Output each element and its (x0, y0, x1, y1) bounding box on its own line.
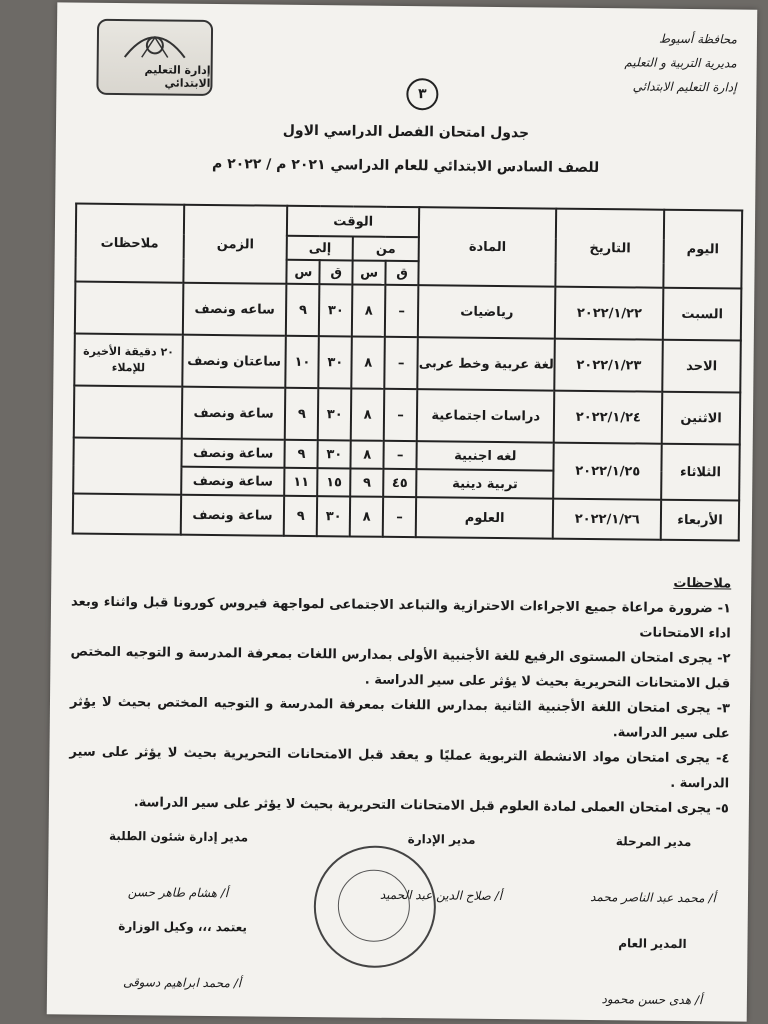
cell-duration: ساعة ونصف (181, 439, 285, 468)
cell-note (73, 494, 181, 535)
note-item: ٢- يجرى امتحان المستوى الرفيع للغة الأجنبية الأولى بمدارس اللغات بمعرفة المدرسة و التوجيه المختص قبل الامتحانات التحريرية بحيث لا يؤثر على سير الدراسة . (70, 644, 731, 692)
cell-to-minute: ٣٠ (317, 496, 350, 536)
cell-from-hour: ٨ (351, 336, 384, 388)
cell-date: ٢٠٢٢/١/٢٢ (555, 287, 663, 340)
cell-to-minute: ٣٠ (319, 284, 352, 336)
notes-section (69, 565, 732, 822)
cell-note: ٢٠ دقيقة الأخيرة للإملاء (74, 334, 182, 387)
signature-name: أ/ محمد ابراهيم دسوقى (122, 975, 242, 991)
cell-duration: ساعة ونصف (181, 495, 285, 536)
cell-duration: ساعه ونصف (183, 283, 287, 336)
cell-from-minute: – (383, 497, 416, 537)
cell-duration: ساعة ونصف (182, 387, 286, 440)
signature-title: مدير الإدارة (407, 832, 476, 847)
cell-subject: العلوم (416, 497, 554, 538)
header-duration: الزمن (183, 205, 287, 284)
cell-from-hour: ٨ (351, 440, 384, 468)
signature-title: يعتمد ،،، وكيل الوزارة (118, 919, 247, 935)
table-row (73, 438, 739, 473)
cell-subject: لغه اجنبية (416, 441, 554, 470)
signature-admin-director (366, 832, 517, 904)
page-subtitle: للصف السادس الابتدائي للعام الدراسي ٢٠٢١ م / ٢٠٢٢ م (211, 155, 600, 177)
table-row (73, 494, 739, 541)
cell-from-hour: ٨ (352, 284, 385, 336)
header-to-minute: ق (320, 260, 353, 284)
cell-from-minute: ٤٥ (383, 469, 416, 497)
cell-from-minute: – (384, 441, 417, 469)
cell-date: ٢٠٢٢/١/٢٦ (553, 499, 661, 540)
cell-from-hour: ٨ (350, 496, 383, 536)
header-line-administration: إدارة التعليم الابتدائي (632, 79, 737, 95)
cell-day: الأربعاء (661, 500, 739, 541)
notes-title: ملاحظات (673, 575, 732, 592)
table-row (74, 334, 741, 393)
signature-student-affairs (88, 829, 269, 901)
cell-duration: ساعتان ونصف (182, 335, 286, 388)
table-row (74, 386, 741, 445)
cell-subject: دراسات اجتماعية (417, 389, 555, 442)
cell-to-minute: ٣٠ (319, 336, 352, 388)
cell-to-hour: ٩ (284, 496, 317, 536)
signature-general-director (577, 936, 728, 1008)
table-row (75, 282, 742, 341)
header-notes: ملاحظات (75, 204, 184, 283)
cell-subject: لغة عربية وخط عربى (417, 337, 555, 390)
cell-to-hour: ١٠ (286, 336, 319, 388)
note-item: ٣- يجرى امتحان اللغة الأجنبية الثانية بمدارس اللغات بمعرفة المدرسة و التوجيه المختص بحيث لا يؤثر على سير الدراسة. (69, 694, 731, 742)
signature-name: أ/ صلاح الدين عبد الحميد (379, 887, 503, 904)
cell-day: الثلاثاء (661, 444, 739, 501)
cell-from-minute: – (385, 285, 418, 337)
signature-title: المدير العام (618, 936, 687, 952)
cell-day: الاحد (662, 340, 740, 393)
page-number: ٣ (406, 78, 438, 110)
cell-from-hour: ٩ (350, 468, 383, 496)
cell-from-hour: ٨ (351, 388, 384, 440)
cell-note (74, 386, 182, 439)
emblem-icon (120, 23, 190, 62)
cell-to-minute: ٣٠ (318, 388, 351, 440)
cell-to-hour: ٩ (285, 440, 318, 468)
header-authority (556, 26, 737, 100)
cell-from-minute: – (384, 389, 417, 441)
signature-name: أ/ هدى حسن محمود (601, 992, 703, 1008)
header-line-governorate: محافظة أسيوط (658, 31, 738, 47)
header-to-hour: س (287, 260, 320, 284)
cell-note (75, 282, 183, 335)
exam-schedule-table (72, 203, 743, 542)
note-item: ٤- يجرى امتحان مواد الانشطة التربوية عمليًا و يعقد قبل الامتحانات التحريرية بحيث لا يؤثر على سير الدراسة . (69, 744, 730, 792)
signature-title: مدير إدارة شئون الطلبة (108, 828, 249, 845)
cell-to-minute: ١٥ (317, 468, 350, 496)
cell-to-hour: ١١ (285, 468, 318, 496)
cell-duration: ساعة ونصف (181, 467, 285, 496)
cell-date: ٢٠٢٢/١/٢٣ (555, 339, 663, 392)
signature-name: أ/ هشام طاهر حسن (127, 885, 229, 901)
signature-title: مدير المرحلة (615, 834, 692, 850)
cell-day: الاثنين (662, 392, 740, 445)
cell-subject: رياضيات (418, 285, 556, 338)
cell-to-minute: ٣٠ (318, 440, 351, 468)
cell-to-hour: ٩ (286, 284, 319, 336)
header-from-minute: ق (385, 261, 418, 285)
header-subject: المادة (418, 207, 556, 286)
logo (92, 19, 213, 112)
cell-subject: تربية دينية (416, 469, 554, 498)
cell-note (73, 438, 181, 495)
header-from: من (353, 236, 419, 261)
header-day: اليوم (664, 210, 743, 289)
header-line-directorate: مديرية التربية و التعليم (624, 55, 737, 71)
cell-date: ٢٠٢٢/١/٢٥ (554, 443, 662, 500)
signature-name: أ/ محمد عبد الناصر محمد (590, 889, 716, 906)
cell-date: ٢٠٢٢/١/٢٤ (554, 391, 662, 444)
note-item: ٥- يجرى امتحان العملى لمادة العلوم قبل الامتحانات التحريرية بحيث لا يؤثر على سير الدراسة. (133, 795, 729, 817)
header-date: التاريخ (556, 209, 665, 288)
page-title: جدول امتحان الفصل الدراسي الاول (282, 122, 530, 142)
note-item: ١- ضرورة مراعاة جميع الاجراءات الاحترازية والتباعد الاجتماعى لمواجهة فيروس كورونا قبل واثناء وبعد اداء الامتحانات (70, 594, 732, 642)
header-time: الوقت (287, 206, 419, 237)
exam-document (47, 2, 758, 1021)
cell-to-hour: ٩ (285, 388, 318, 440)
cell-from-minute: – (384, 337, 417, 389)
cell-day: السبت (663, 288, 741, 341)
header-from-hour: س (353, 260, 386, 284)
signature-approval (87, 919, 278, 991)
signature-stage-director (578, 834, 729, 906)
logo-text: إدارة التعليم الابتدائي (144, 63, 211, 90)
header-to: إلى (287, 236, 353, 261)
